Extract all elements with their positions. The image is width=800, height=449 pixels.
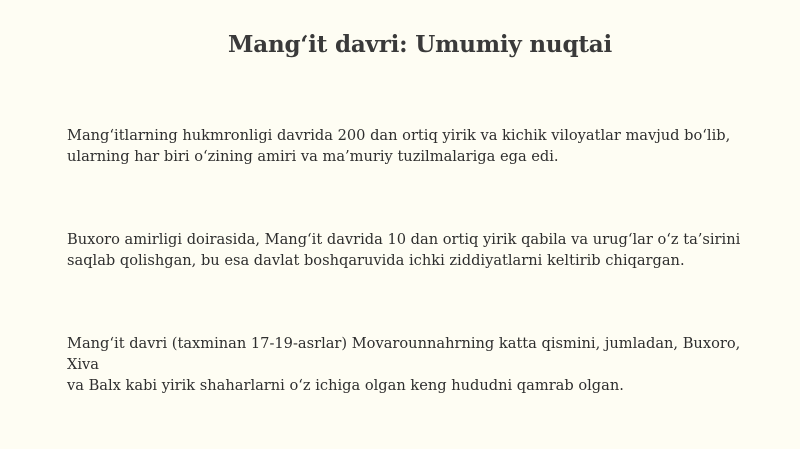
slide-title: Mang‘it davri: Umumiy nuqtai (228, 31, 612, 58)
paragraph-2: Buxoro amirligi doirasida, Mang‘it davrida 10 dan ortiq yirik qabila va urug‘lar o‘z ta’sirini saqlab qolishgan, bu esa davlat boshqaruvida ichki ziddiyatlarni keltirib chiqargan. (67, 231, 741, 269)
paragraph-3: Mang‘it davri (taxminan 17-19-asrlar) Movarounnahrning katta qismini, jumladan, Buxoro, Xiva va Balx kabi yirik shaharlarni o‘z ichiga olgan keng hududni qamrab olgan. (67, 335, 741, 394)
paragraph-1: Mang‘itlarning hukmronligi davrida 200 dan ortiq yirik va kichik viloyatlar mavjud bo‘lib, ularning har biri o‘zining amiri va ma’muriy tuzilmalariga ega edi. (67, 127, 731, 165)
